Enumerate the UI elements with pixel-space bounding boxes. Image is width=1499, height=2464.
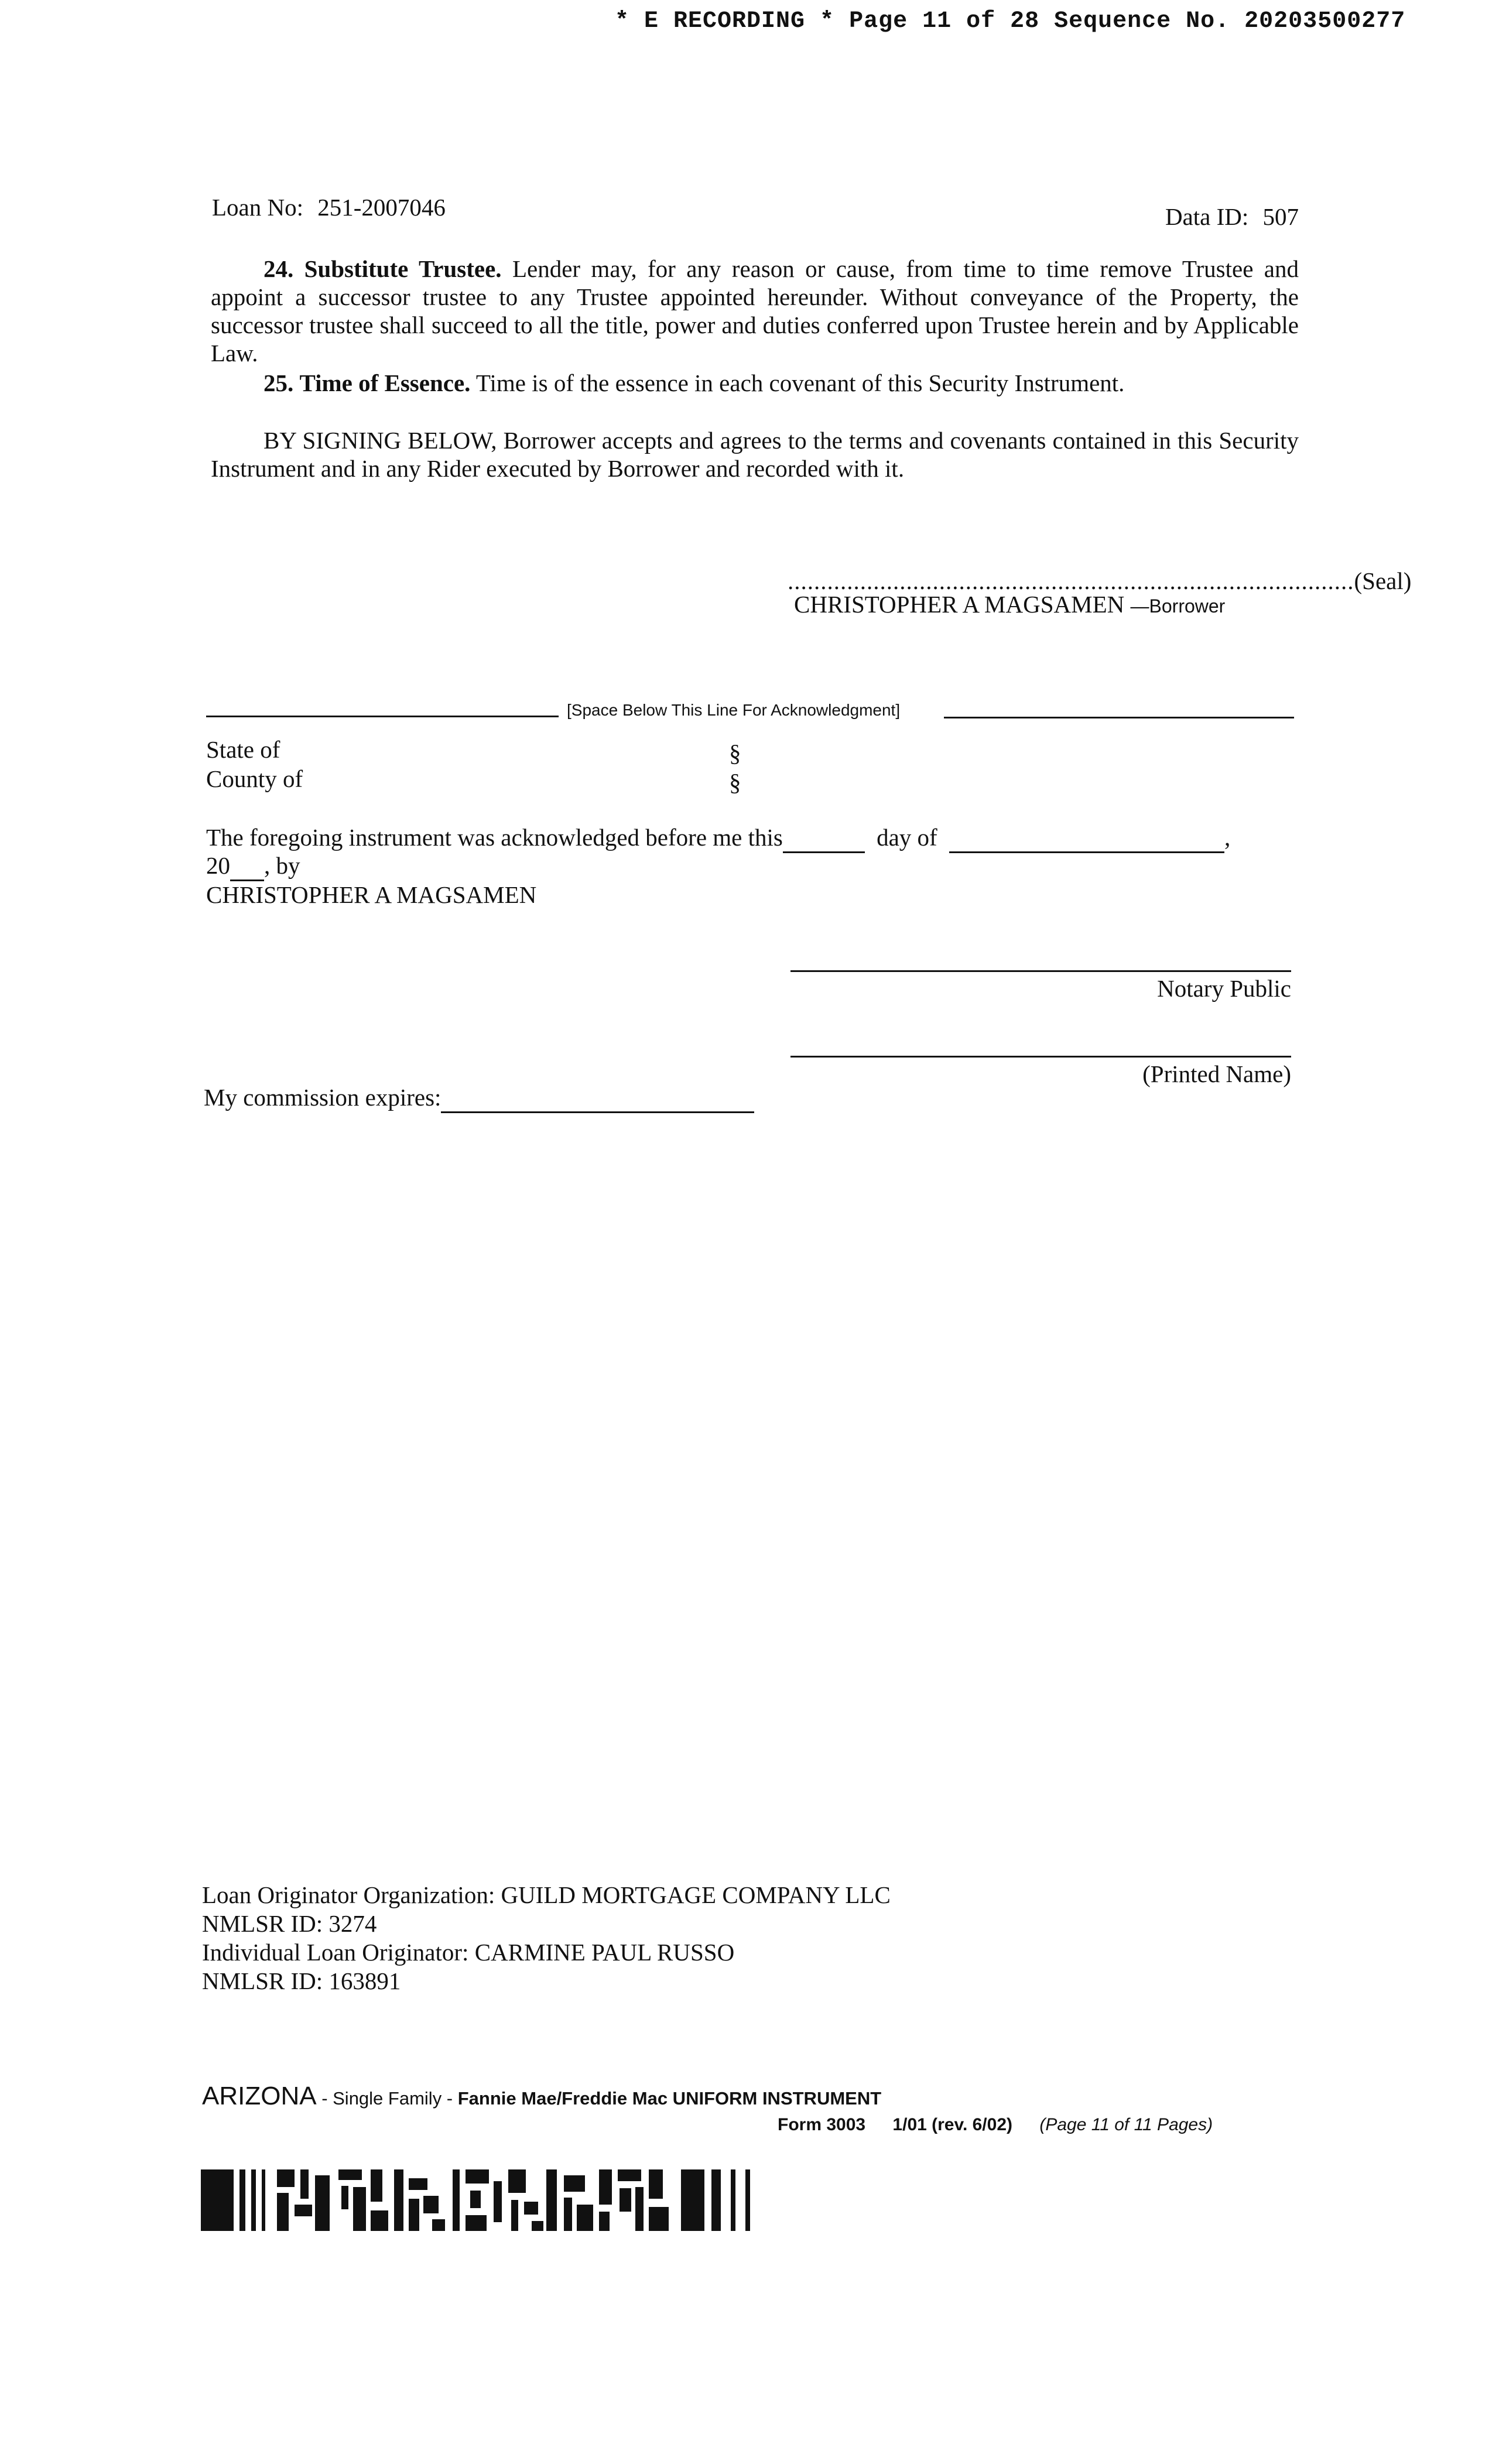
printed-name-line: [790, 1056, 1291, 1058]
acknowledgment-intro: The foregoing instrument was acknowledged before me this: [206, 824, 783, 851]
barcode-icon: [201, 2169, 786, 2234]
borrower-signature: [794, 590, 1225, 620]
month-blank: [949, 823, 1224, 853]
month-comma: ,: [1224, 824, 1231, 851]
originator-block: [202, 1881, 891, 1996]
section-25: [211, 369, 1299, 397]
commission-blank: [441, 1083, 754, 1113]
year-line: [206, 851, 300, 881]
county-label: County of: [206, 765, 303, 792]
section-25-text: Time is of the essence in each covenant of this Security Instrument.: [475, 369, 1125, 396]
form-page: (Page 11 of 11 Pages): [1039, 2115, 1213, 2134]
section-25-title: Time of Essence.: [299, 369, 471, 396]
acknowledgment-statement: [206, 823, 1296, 853]
acknowledged-person: CHRISTOPHER A MAGSAMEN: [206, 881, 537, 908]
form-subtitle-plain: - Single Family -: [316, 2088, 458, 2109]
data-id: [1165, 203, 1299, 231]
county-section-symbol: §: [729, 769, 741, 796]
notary-signature-line: [790, 970, 1291, 972]
section-24-title: Substitute Trustee.: [304, 255, 502, 282]
year-blank: [230, 851, 264, 881]
form-date: 1/01 (rev. 6/02): [892, 2115, 1013, 2134]
signature-dots: ......................................................................................: [788, 567, 1354, 594]
printed-name-label: (Printed Name): [1142, 1060, 1291, 1087]
recording-header: * E RECORDING * Page 11 of 28 Sequence No. 20203500277: [615, 8, 1406, 35]
state-label: State of: [206, 736, 280, 763]
notary-public-label: Notary Public: [1157, 975, 1291, 1002]
form-number: Form 3003: [778, 2115, 866, 2134]
year-suffix: , by: [264, 852, 300, 879]
signing-paragraph: [211, 426, 1299, 482]
data-id-label: Data ID:: [1165, 203, 1249, 230]
section-24-text: Lender may, for any reason or cause, from time to time remove Trustee and appoint a successor trustee to any Trustee appointed hereunder. Without conveyance of the Property, the successor trustee shall succeed to all the title, power and duties conferred upon Trustee herein and by Applicable Law.: [211, 255, 1299, 367]
day-of-label: day of: [877, 824, 937, 851]
section-25-number: 25.: [263, 369, 294, 396]
originator-org-nmlsr: NMLSR ID: 3274: [202, 1910, 377, 1937]
loan-number: [212, 193, 446, 221]
ack-divider-label: [Space Below This Line For Acknowledgment]: [567, 701, 901, 719]
state-section-symbol: §: [729, 740, 741, 766]
originator-org: Loan Originator Organization: GUILD MORTGAGE COMPANY LLC: [202, 1881, 891, 1908]
form-title: [202, 2082, 881, 2111]
form-number-line: [778, 2115, 1213, 2135]
commission-label: My commission expires:: [204, 1084, 442, 1111]
signing-paragraph-text: BY SIGNING BELOW, Borrower accepts and agrees to the terms and covenants contained in this Security Instrument and in any Rider executed by Borrower and recorded with it.: [211, 427, 1299, 482]
year-prefix: 20: [206, 852, 230, 879]
originator-individual-nmlsr: NMLSR ID: 163891: [202, 1967, 401, 1994]
ack-divider-right: [944, 717, 1294, 718]
originator-individual: Individual Loan Originator: CARMINE PAUL RUSSO: [202, 1939, 735, 1966]
form-state: ARIZONA: [202, 2082, 317, 2110]
loan-number-label: Loan No:: [212, 194, 303, 221]
section-24: [211, 255, 1299, 367]
loan-number-value: 251-2007046: [317, 194, 446, 221]
ack-divider-left: [206, 716, 559, 717]
borrower-name: CHRISTOPHER A MAGSAMEN: [794, 591, 1125, 618]
form-subtitle-bold: Fannie Mae/Freddie Mac UNIFORM INSTRUMENT: [457, 2088, 882, 2109]
commission-expires: [204, 1083, 754, 1113]
day-blank: [783, 823, 865, 853]
seal-label: (Seal): [1354, 567, 1412, 594]
borrower-role: —Borrower: [1130, 596, 1226, 617]
section-24-number: 24.: [263, 255, 294, 282]
data-id-value: 507: [1262, 203, 1299, 230]
